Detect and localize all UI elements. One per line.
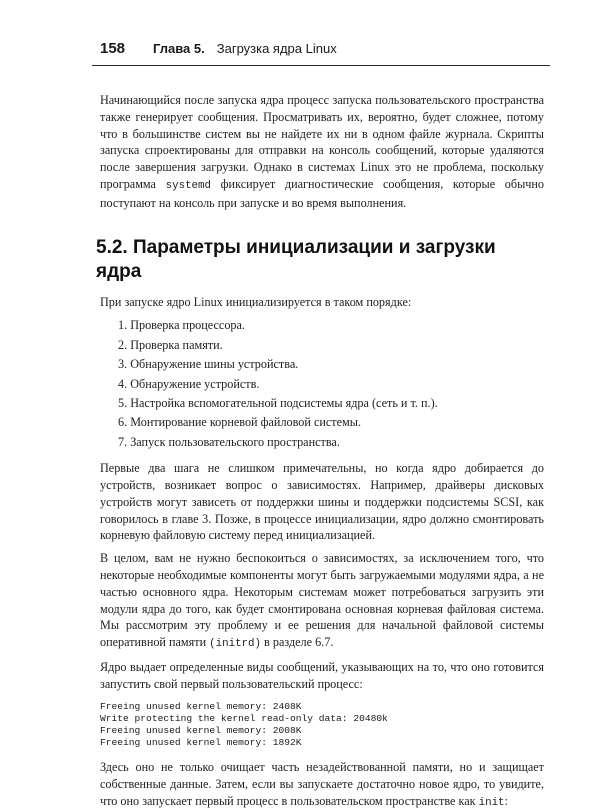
intro-code-systemd: systemd bbox=[165, 179, 211, 192]
intro-text-end: фиксирует диагностические сообщения, которые обычно поступают на консоль при запуске и во время выполнения. bbox=[100, 176, 545, 210]
final-code-init: init bbox=[478, 796, 505, 809]
intro-paragraph bbox=[100, 92, 544, 212]
devices-paragraph: Первые два шага не слишком примечательны, но когда ядро добирается до устройств, возникает вопрос о зависимостях. Например, драйверы дисковых устройств могут зависеть от поддержки шины и поддержки подсистемы SCSI, как говорилось в главе 3. Позже, в процессе инициализации, ядро должно смонтировать корневую файловую систему перед инициализацией. bbox=[100, 461, 544, 543]
page-number: 158 bbox=[100, 40, 126, 57]
section-lead: При запуске ядро Linux инициализируется в таком порядке: bbox=[100, 294, 412, 309]
messages-paragraph: Ядро выдает определенные виды сообщений, указывающих на то, что оно готовится запустить свой первый пользовательский процесс: bbox=[100, 659, 544, 691]
modules-text-end: в разделе 6.7. bbox=[261, 635, 334, 650]
kernel-log-line: Freeing unused kernel memory: 2008K bbox=[100, 724, 302, 736]
list-item: 3. Обнаружение шины устройства. bbox=[118, 357, 299, 372]
boot-steps-list bbox=[100, 316, 544, 452]
list-item: 2. Проверка памяти. bbox=[118, 337, 223, 352]
kernel-log-line: Freeing unused kernel memory: 2408K bbox=[100, 700, 302, 712]
modules-text-start: В целом, вам не нужно беспокоиться о зависимостях, за исключением того, что некоторые необходимые компоненты могут быть загружаемыми модулями ядра, а не частью основного ядра. Некоторым системам может потребоваться загрузить эти модули ядра до того, как будет смонтирована основная корневая файловая система. Мы рассмотрим эту проблему и ее решения для начальной файловой системы оперативной памяти bbox=[100, 551, 544, 650]
modules-code-initrd: (initrd) bbox=[209, 638, 261, 651]
list-item: 1. Проверка процессора. bbox=[118, 318, 245, 333]
list-item: 6. Монтирование корневой файловой системы. bbox=[118, 415, 361, 430]
section-heading: 5.2. Параметры инициализации и загрузки ядра bbox=[96, 236, 496, 282]
running-header bbox=[92, 40, 550, 66]
kernel-log-line: Write protecting the kernel read-only data: 20480k bbox=[100, 712, 388, 724]
final-text-end: : bbox=[504, 793, 508, 808]
chapter-label: Глава 5. bbox=[153, 41, 205, 56]
final-paragraph bbox=[100, 759, 544, 811]
kernel-log-line: Freeing unused kernel memory: 1892K bbox=[100, 737, 302, 749]
modules-paragraph bbox=[100, 550, 544, 653]
list-item: 5. Настройка вспомогательной подсистемы ядра (сеть и т. п.). bbox=[118, 396, 438, 410]
final-text-start: Здесь оно не только очищает часть незадействованной памяти, но и защищает собственные данные. Затем, если вы запускаете достаточно новое ядро, то увидите, что оно запускает первый процесс в пользовательском пространстве как bbox=[100, 760, 544, 808]
list-item: 7. Запуск пользовательского пространства. bbox=[118, 434, 340, 449]
chapter-title: Загрузка ядра Linux bbox=[216, 41, 337, 56]
list-item: 4. Обнаружение устройств. bbox=[118, 376, 260, 391]
kernel-log-block bbox=[100, 701, 544, 750]
intro-text-start: Начинающийся после запуска ядра процесс запуска пользовательского пространства также генерирует сообщения. Просматривать их, вероятно, будет сложнее, потому что в большинстве систем вы не найдете их ни в одном файле журнала. Скрипты запуска спроектированы для отправки на консоль сообщений, которые удаляются после завершения загрузки. Однако в системах Linux это не проблема, поскольку программа bbox=[100, 93, 544, 191]
